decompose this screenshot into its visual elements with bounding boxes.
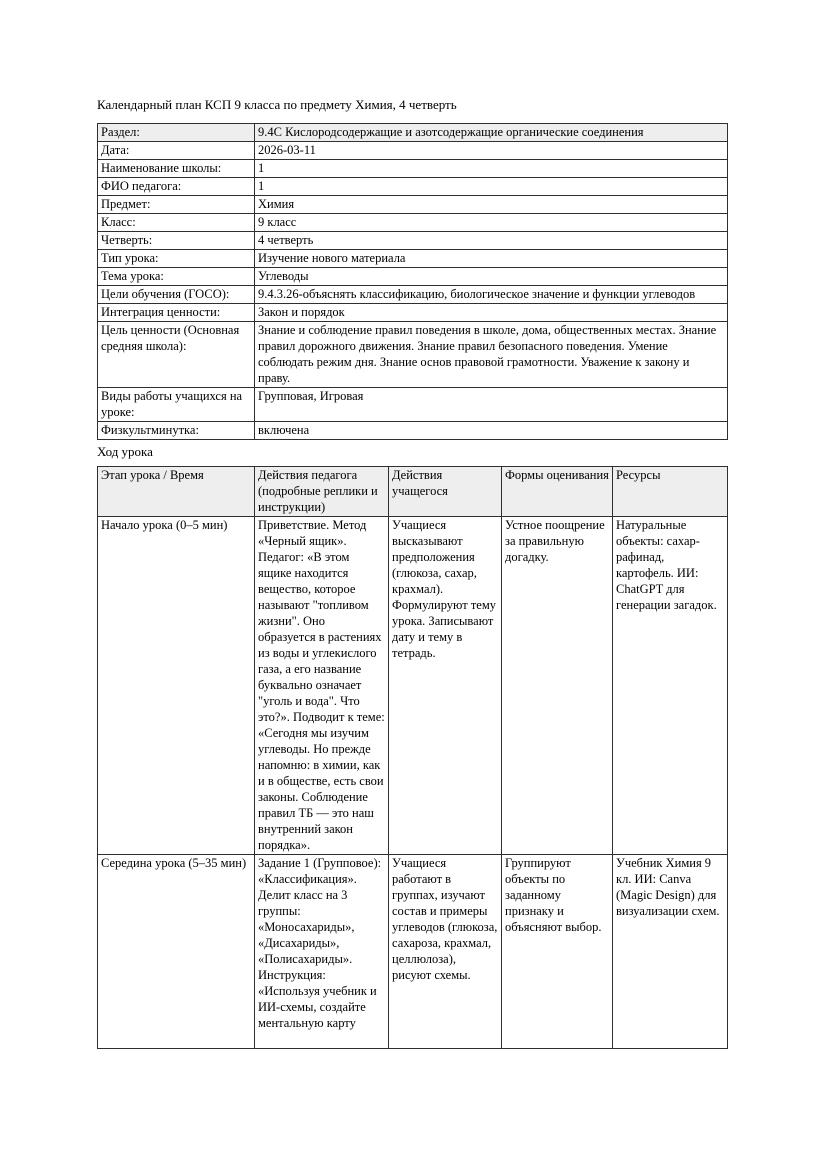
table-row xyxy=(98,142,728,160)
section-heading: Ход урока xyxy=(97,444,153,459)
col-header-teacher-actions: Действия педагога (подробные реплики и инструкции) xyxy=(255,467,389,517)
table-header-row xyxy=(98,467,728,517)
cell-assessment: Группируют объекты по заданному признаку и объясняют выбор. xyxy=(505,856,602,934)
cell-teacher-actions: Приветствие. Метод «Черный ящик». Педагог: «В этом ящике находится вещество, которое называют "топливом жизни". Оно образуется в растениях из воды и углекислого газа, а его название буквально означает "уголь и вода". Что это?». Подводит к теме: «Сегодня мы изучим углеводы. Но прежде напомню: в химии, как и в обществе, есть свои законы. Соблюдение правил ТБ — это наш внутренний закон порядка». xyxy=(255,517,389,855)
col-header-assessment: Формы оценивания xyxy=(502,467,613,517)
table-row xyxy=(98,855,728,1049)
info-label-lesson-topic: Тема урока: xyxy=(98,268,255,286)
info-value-razdel: 9.4С Кислородсодержащие и азотсодержащие органические соединения xyxy=(255,124,728,142)
info-label-class: Класс: xyxy=(98,214,255,232)
info-value-school: 1 xyxy=(255,160,728,178)
table-row xyxy=(98,517,728,855)
info-value-work-types: Групповая, Игровая xyxy=(255,388,728,422)
table-row xyxy=(98,304,728,322)
info-value-teacher: 1 xyxy=(255,178,728,196)
info-value-quarter: 4 четверть xyxy=(255,232,728,250)
info-label-teacher: ФИО педагога: xyxy=(98,178,255,196)
info-value-values-goal: Знание и соблюдение правил поведения в школе, дома, общественных местах. Знание правил дорожного движения. Знание правил безопасного поведения. Умение соблюдать режим дня. Знание основ правовой грамотности. Уважение к закону и праву. xyxy=(255,322,728,388)
lesson-flow-table xyxy=(97,466,728,1049)
col-header-student-actions: Действия учащегося xyxy=(389,467,502,517)
cell-student-actions: Учащиеся работают в группах, изучают состав и примеры углеводов (глюкоза, сахароза, крахмал, целлюлоза), рисуют схемы. xyxy=(392,856,498,982)
table-row xyxy=(98,286,728,304)
table-row xyxy=(98,160,728,178)
cell-stage: Начало урока (0–5 мин) xyxy=(98,517,255,855)
cell-resources: Натуральные объекты: сахар-рафинад, картофель. ИИ: ChatGPT для генерации загадок. xyxy=(613,517,728,855)
table-row xyxy=(98,322,728,388)
table-row xyxy=(98,422,728,440)
page-title: Календарный план КСП 9 класса по предмету Химия, 4 четверть xyxy=(97,97,457,112)
info-label-work-types: Виды работы учащихся на уроке: xyxy=(98,388,255,422)
cell-teacher-actions: Задание 1 (Групповое): «Классификация». Делит класс на 3 группы: «Моносахариды», «Дисахариды», «Полисахариды». Инструкция: «Используя учебник и ИИ-схемы, создайте ментальную карту xyxy=(258,856,382,1030)
info-label-values-integration: Интеграция ценности: xyxy=(98,304,255,322)
info-value-phys-minute: включена xyxy=(255,422,728,440)
info-label-phys-minute: Физкультминутка: xyxy=(98,422,255,440)
table-row xyxy=(98,124,728,142)
info-label-subject: Предмет: xyxy=(98,196,255,214)
table-row xyxy=(98,388,728,422)
info-label-goals: Цели обучения (ГОСО): xyxy=(98,286,255,304)
lesson-info-table xyxy=(97,123,728,440)
col-header-stage: Этап урока / Время xyxy=(98,467,255,517)
cell-stage: Середина урока (5–35 мин) xyxy=(101,856,247,870)
info-value-subject: Химия xyxy=(255,196,728,214)
info-label-razdel: Раздел: xyxy=(98,124,255,142)
info-value-lesson-type: Изучение нового материала xyxy=(255,250,728,268)
table-row xyxy=(98,250,728,268)
cell-student-actions: Учащиеся высказывают предположения (глюкоза, сахар, крахмал). Формулируют тему урока. Записывают дату и тему в тетрадь. xyxy=(389,517,502,855)
info-label-date: Дата: xyxy=(98,142,255,160)
cell-assessment: Устное поощрение за правильную догадку. xyxy=(502,517,613,855)
info-label-quarter: Четверть: xyxy=(98,232,255,250)
info-value-goals: 9.4.3.26-объяснять классификацию, биологическое значение и функции углеводов xyxy=(255,286,728,304)
table-row xyxy=(98,178,728,196)
col-header-resources: Ресурсы xyxy=(613,467,728,517)
info-label-school: Наименование школы: xyxy=(98,160,255,178)
info-label-lesson-type: Тип урока: xyxy=(98,250,255,268)
table-row xyxy=(98,214,728,232)
table-row xyxy=(98,196,728,214)
info-value-lesson-topic: Углеводы xyxy=(255,268,728,286)
info-value-date: 2026-03-11 xyxy=(255,142,728,160)
info-value-values-integration: Закон и порядок xyxy=(255,304,728,322)
info-label-values-goal: Цель ценности (Основная средняя школа): xyxy=(98,322,255,388)
document-page xyxy=(97,97,727,1049)
table-row xyxy=(98,232,728,250)
info-value-class: 9 класс xyxy=(255,214,728,232)
table-row xyxy=(98,268,728,286)
cell-resources: Учебник Химия 9 кл. ИИ: Canva (Magic Design) для визуализации схем. xyxy=(616,856,720,918)
